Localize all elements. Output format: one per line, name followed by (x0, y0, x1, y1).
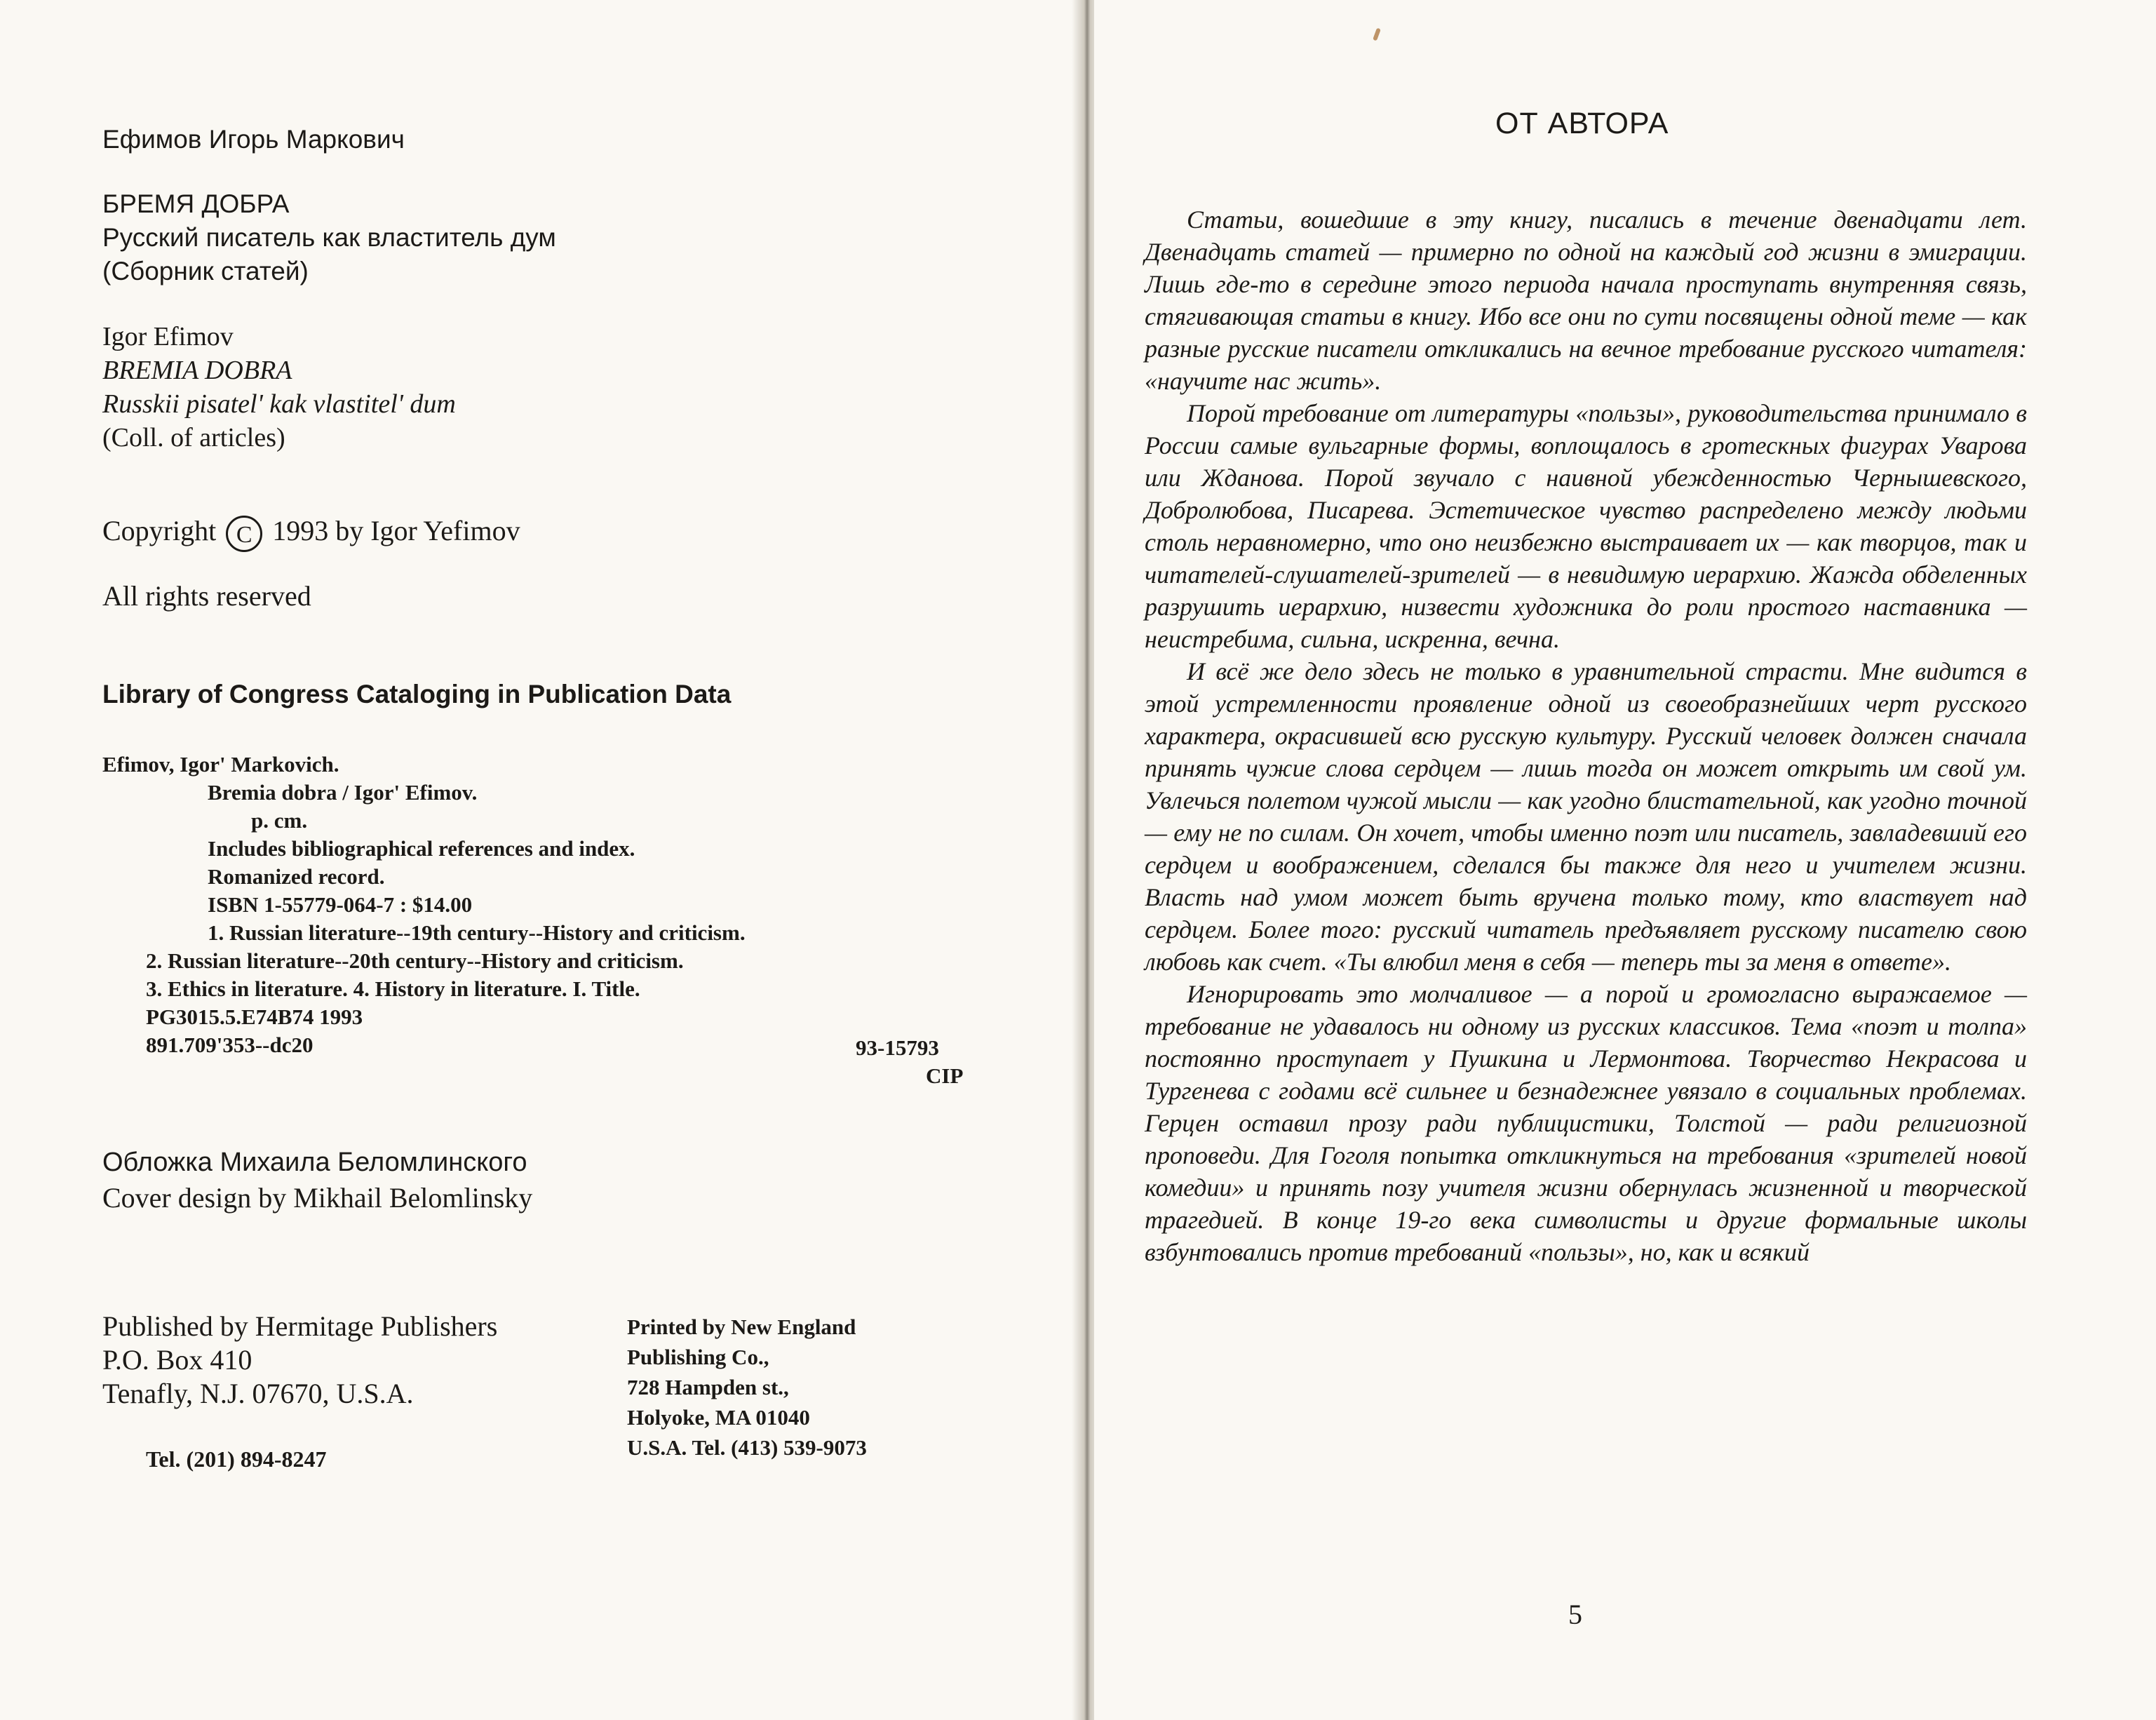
page-number: 5 (1568, 1599, 1582, 1630)
collection-english: (Coll. of articles) (102, 423, 285, 452)
author-english: Igor Efimov (102, 322, 234, 351)
collection-russian: (Сборник статей) (102, 257, 309, 285)
preface-paragraph-4: Игнорировать это молчаливое — а порой и громогласно выражаемое — требование не удавалось ни одному из русских классиков. Тема «поэт и толпа» постоянно проступает у Пушкина и Лермонтова. Творчество Некрасова и Тургенева с годами всё сильнее и безнадежнее увязало в социальных проблемах. Герцен оставил прозу ради публицистики, Толстой — ради религиозной проповеди. Для Гоголя попытка откликнуться на требования «зрителей новой комедии» и принять позу учителя жизни обернулась жизненной и творческой трагедией. В конце 19-го века символисты и другие формальные школы взбунтовались против требований «пользы», но, как и всякий (1145, 980, 2027, 1266)
subtitle-russian: Русский писатель как властитель дум (102, 223, 556, 252)
preface-paragraph-2: Порой требование от литературы «пользы», руководительства принимало в России самые вульгарные формы, воплощалось в гротескных фигурах Уварова или Жданова. Порой звучало с наивной убежденностью Чернышевского, Добролюбова, Писарева. Эстетическое чувство распределено между людьми столь неравномерно, что оно неизбежно выстраивает их — как творцов, так и читателей-слушателей-зрителей — в невидимую иерархию. Жажда обделенных разрушить иерархию, низвести художника до роли простого наставника — неистребима, сильна, искренна, вечна. (1145, 399, 2027, 653)
cip-line-10: PG3015.5.E74B74 1993 (146, 1005, 363, 1029)
cip-line-2: Bremia dobra / Igor' Efimov. (208, 780, 478, 805)
printer-line-3: 728 Hampden st., (627, 1375, 789, 1399)
printer-line-5: U.S.A. Tel. (413) 539-9073 (627, 1435, 867, 1460)
ink-smudge (1373, 28, 1381, 41)
cip-line-3: p. cm. (251, 808, 308, 833)
preface-body (1145, 203, 2027, 1268)
cip-label: CIP (926, 1063, 964, 1088)
title-transliterated: BREMIA DOBRA (102, 356, 292, 385)
rights-reserved: All rights reserved (102, 580, 311, 612)
cip-line-8: 2. Russian literature--20th century--History and criticism. (146, 948, 684, 973)
preface-paragraph-3: И всё же дело здесь не только в уравнительной страсти. Мне видится в этой устремленности проявление одной из своеобразнейших черт русского характера, окрасившей всю русскую культуру. Русский человек должен сначала принять чужие слова сердцем — лишь тогда он может открыть им свой ум. Увлечься полетом чужой мысли — как угодно блистательной, как угодно точной — ему не по силам. Он хочет, чтобы именно поэт или писатель, завладевший его сердцем и воображением, сделался бы также для него и учителем жизни. Власть над умом может быть вручена только тому, кто властвует над сердцем. Более того: русский читатель предъявляет русскому писателю свою любовь как счет. «Ты влюбил меня в себя — теперь ты за меня в ответе». (1145, 657, 2027, 976)
cip-number: 93-15793 (856, 1035, 939, 1060)
cip-line-6: ISBN 1-55779-064-7 : $14.00 (208, 892, 473, 917)
publisher-box: P.O. Box 410 (102, 1344, 252, 1376)
cip-line-5: Romanized record. (208, 864, 385, 889)
cip-line-7: 1. Russian literature--19th century--History and criticism. (208, 920, 746, 945)
printer-line-2: Publishing Co., (627, 1345, 769, 1369)
author-russian: Ефимов Игорь Маркович (102, 125, 405, 154)
preface-heading: ОТ АВТОРА (1495, 107, 1669, 140)
copyright-suffix: 1993 by Igor Yefimov (272, 515, 520, 546)
copyright-line (102, 514, 520, 552)
cip-line-4: Includes bibliographical references and index. (208, 836, 635, 861)
cip-heading: Library of Congress Cataloging in Publication Data (102, 680, 732, 708)
cover-credit-english: Cover design by Mikhail Belomlinsky (102, 1182, 533, 1214)
publisher-phone: Tel. (201) 894-8247 (146, 1446, 327, 1472)
preface-paragraph-1: Статьи, вошедшие в эту книгу, писались в течение двенадцати лет. Двенадцать статей — примерно по одной на каждый год жизни в эмиграции. Лишь где-то в середине этого периода начала проступать внутренняя связь, стягивающая статьи в книгу. Ибо все они по сути посвящены одной теме — как разные русские писатели откликались на вечное требование русского читателя: «научите нас жить». (1145, 206, 2027, 395)
subtitle-transliterated: Russkii pisatel' kak vlastitel' dum (102, 389, 456, 419)
cover-credit-russian: Обложка Михаила Беломлинского (102, 1148, 527, 1177)
printer-line-1: Printed by New England (627, 1315, 856, 1339)
publisher-address: Tenafly, N.J. 07670, U.S.A. (102, 1378, 414, 1409)
printer-line-4: Holyoke, MA 01040 (627, 1405, 810, 1430)
copyright-prefix: Copyright (102, 515, 217, 546)
title-russian: БРЕМЯ ДОБРА (102, 189, 290, 218)
cip-line-9: 3. Ethics in literature. 4. History in literature. I. Title. (146, 976, 640, 1001)
cip-line-11: 891.709'353--dc20 (146, 1033, 314, 1057)
cip-line-1: Efimov, Igor' Markovich. (102, 752, 339, 777)
copyright-symbol-icon: C (226, 516, 262, 552)
publisher-name: Published by Hermitage Publishers (102, 1310, 498, 1342)
